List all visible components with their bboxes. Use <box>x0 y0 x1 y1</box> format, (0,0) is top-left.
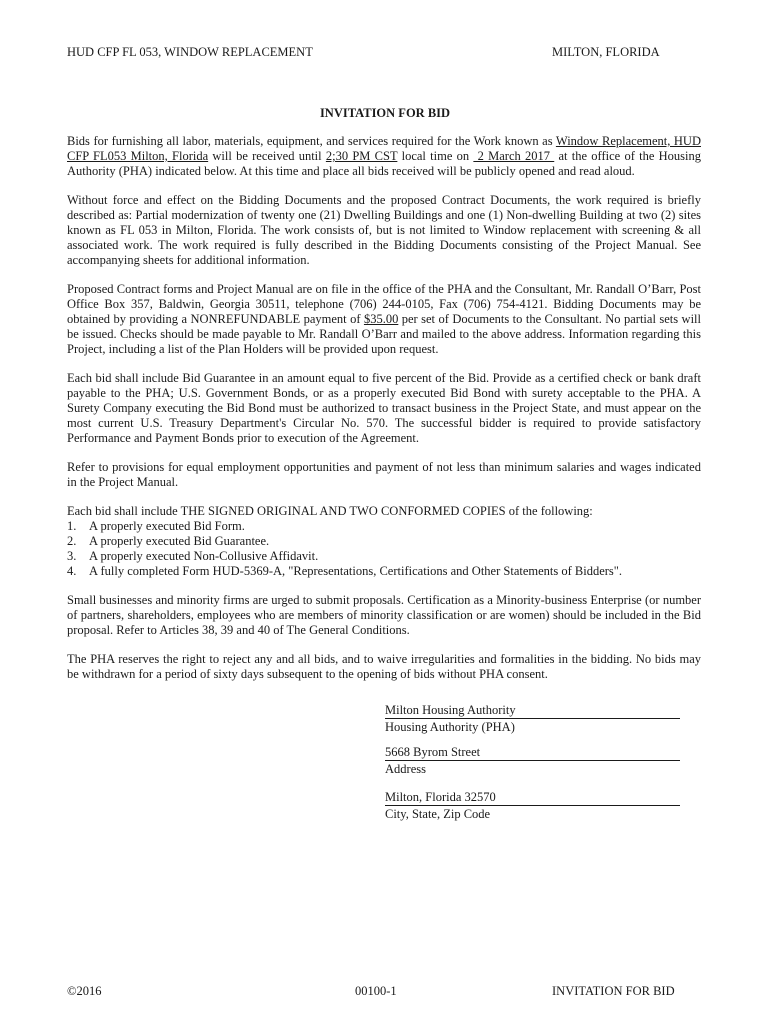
city-block <box>385 790 680 822</box>
requirements-list <box>67 519 701 579</box>
bid-time: 2;30 PM CST <box>325 149 398 163</box>
paragraph-requirements-intro: Each bid shall include THE SIGNED ORIGINAL AND TWO CONFORMED COPIES of the following: <box>67 504 593 518</box>
list-item <box>67 549 701 564</box>
authority-label: Housing Authority (PHA) <box>385 720 515 734</box>
header-project: HUD CFP FL 053, WINDOW REPLACEMENT <box>67 45 313 59</box>
list-number: 2. <box>67 534 77 548</box>
list-number: 1. <box>67 519 77 533</box>
list-text: A properly executed Bid Form. <box>89 519 245 533</box>
list-item <box>67 534 701 549</box>
address-label: Address <box>385 762 426 776</box>
list-text: A properly executed Non-Collusive Affidavit. <box>89 549 319 563</box>
list-number: 4. <box>67 564 77 578</box>
list-text: A fully completed Form HUD-5369-A, "Representations, Certifications and Other Statements of Bidders". <box>89 564 623 578</box>
text-segment: at the office of the Housing Authority (PHA) indicated below. At this time and place all bids received will be publicly opened and read aloud. <box>67 149 701 178</box>
footer-copyright: ©2016 <box>67 984 102 998</box>
city-value: Milton, Florida 32570 <box>385 790 680 806</box>
text-segment: local time on <box>397 149 474 163</box>
paragraph-bid-intro <box>67 134 701 179</box>
document-body <box>67 134 701 682</box>
city-label: City, State, Zip Code <box>385 807 491 821</box>
text-segment: Proposed Contract forms and Project Manual are on file in the office of the PHA and the Consultant, Mr. Randall O’Barr, Post Office Box 357, Baldwin, Georgia 30511, telephone (706) 244-0105, Fax (706) 754-4121. Bidding Documents may be obtained by providing a NONREFUNDABLE payment of <box>67 282 701 326</box>
text-segment: Bids for furnishing all labor, materials, equipment, and services required for the Work known as <box>67 134 556 148</box>
paragraph-documents <box>67 282 701 357</box>
footer-section-title: INVITATION FOR BID <box>552 984 675 998</box>
text-segment: will be received until <box>208 149 326 163</box>
authority-value: Milton Housing Authority <box>385 703 680 719</box>
payment-amount: $35.00 <box>363 312 399 326</box>
document-title: INVITATION FOR BID <box>319 106 451 120</box>
footer-page-number: 00100-1 <box>355 984 397 998</box>
address-value: 5668 Byrom Street <box>385 745 680 761</box>
paragraph-bid-guarantee: Each bid shall include Bid Guarantee in an amount equal to five percent of the Bid. Provide as a certified check or bank draft payable to the PHA; U.S. Government Bonds, or as a properly executed Bid Bond with surety acceptable to the PHA. A Surety Company executing the Bid Bond must be authorized to transact business in the Project State, and must appear on the most current U.S. Treasury Department's Circular No. 570. The successful bidder is required to provide satisfactory Performance and Payment Bonds prior to execution of the Agreement. <box>67 371 701 445</box>
work-name: Window Replacement, HUD CFP FL053 Milton, Florida <box>67 134 701 163</box>
authority-block <box>385 703 680 735</box>
header-location: MILTON, FLORIDA <box>552 45 660 59</box>
list-number: 3. <box>67 549 77 563</box>
paragraph-work-description: Without force and effect on the Bidding Documents and the proposed Contract Documents, the work required is briefly described as: Partial modernization of twenty one (21) Dwelling Buildings and one (1) Non-dwelling Building at two (2) sites known as FL 053 in Milton, Florida. The work consists of, but is not limited to Window replacement with screening & all associated work. The work required is fully described in the Bidding Documents consisting of the Project Manual. See accompanying sheets for additional information. <box>67 193 701 267</box>
list-item <box>67 519 701 534</box>
paragraph-equal-employment: Refer to provisions for equal employment opportunities and payment of not less than minimum salaries and wages indicated in the Project Manual. <box>67 460 701 489</box>
paragraph-small-business: Small businesses and minority firms are urged to submit proposals. Certification as a Minority-business Enterprise (or number of partners, shareholders, employees who are members of minority classification or are women) should be included in the Bid proposal. Refer to Articles 38, 39 and 40 of The General Conditions. <box>67 593 701 637</box>
bid-date: 2 March 2017 <box>473 149 555 163</box>
paragraph-reservation: The PHA reserves the right to reject any and all bids, and to waive irregularities and formalities in the bidding. No bids may be withdrawn for a period of sixty days subsequent to the opening of bids without PHA consent. <box>67 652 701 681</box>
address-block <box>385 745 680 777</box>
list-item <box>67 564 701 579</box>
text-segment: per set of Documents to the Consultant. No partial sets will be issued. Checks should be made payable to Mr. Randall O’Barr and mailed to the above address. Information regarding this Project, including a list of the Plan Holders will be provided upon request. <box>67 312 701 356</box>
list-text: A properly executed Bid Guarantee. <box>89 534 270 548</box>
